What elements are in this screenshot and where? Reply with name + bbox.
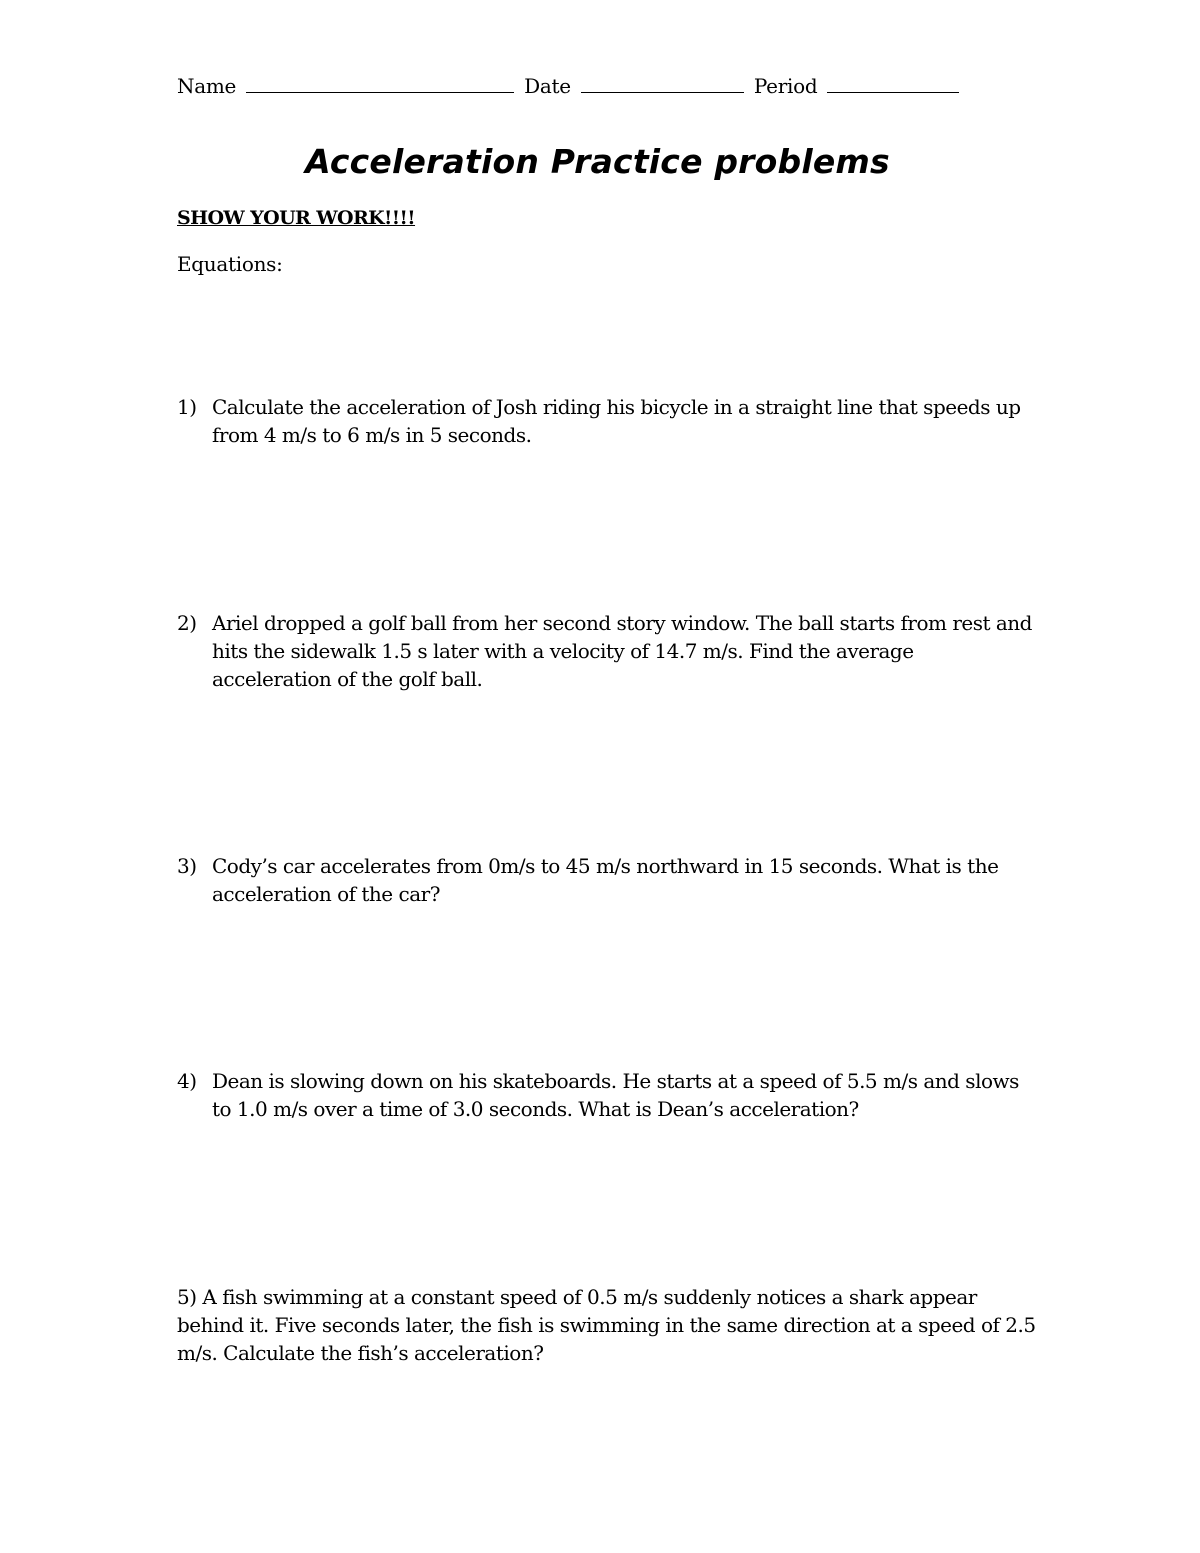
problem-5 — [177, 1283, 1037, 1367]
date-blank — [581, 72, 744, 93]
problem-3 — [177, 852, 1037, 908]
problem-number: 5) — [177, 1285, 197, 1309]
problem-text: Calculate the acceleration of Josh riding his bicycle in a straight line that speeds up from 4 m/s to 6 m/s in 5 seconds. — [212, 395, 1021, 447]
page-title: Acceleration Practice problems — [305, 142, 890, 181]
problem-number: 1) — [177, 395, 197, 419]
problem-text: Ariel dropped a golf ball from her second story window. The ball starts from rest and hits the sidewalk 1.5 s later with a velocity of 14.7 m/s. Find the average acceleration of the golf ball. — [212, 611, 1032, 691]
problem-4 — [177, 1067, 1037, 1123]
instruction-text: SHOW YOUR WORK!!!! — [177, 207, 416, 229]
student-info-header — [177, 72, 963, 100]
problem-text: Cody’s car accelerates from 0m/s to 45 m/s northward in 15 seconds. What is the acceleration of the car? — [212, 854, 999, 906]
name-label: Name — [177, 74, 237, 98]
period-label: Period — [753, 74, 818, 98]
problem-2 — [177, 609, 1037, 693]
problem-number: 2) — [177, 611, 197, 635]
equations-label: Equations: — [177, 252, 283, 276]
problem-text: A fish swimming at a constant speed of 0.5 m/s suddenly notices a shark appear behind it. Five seconds later, the fish is swimming in the same direction at a speed of 2.5 m/s. Calculate the fish’s acceleration? — [177, 1285, 1036, 1365]
name-blank — [246, 72, 514, 93]
problem-number: 4) — [177, 1069, 197, 1093]
date-label: Date — [524, 74, 571, 98]
problem-1 — [177, 393, 1037, 449]
problem-number: 3) — [177, 854, 197, 878]
period-blank — [827, 72, 959, 93]
problem-text: Dean is slowing down on his skateboards. He starts at a speed of 5.5 m/s and slows to 1.0 m/s over a time of 3.0 seconds. What is Dean’s acceleration? — [212, 1069, 1019, 1121]
